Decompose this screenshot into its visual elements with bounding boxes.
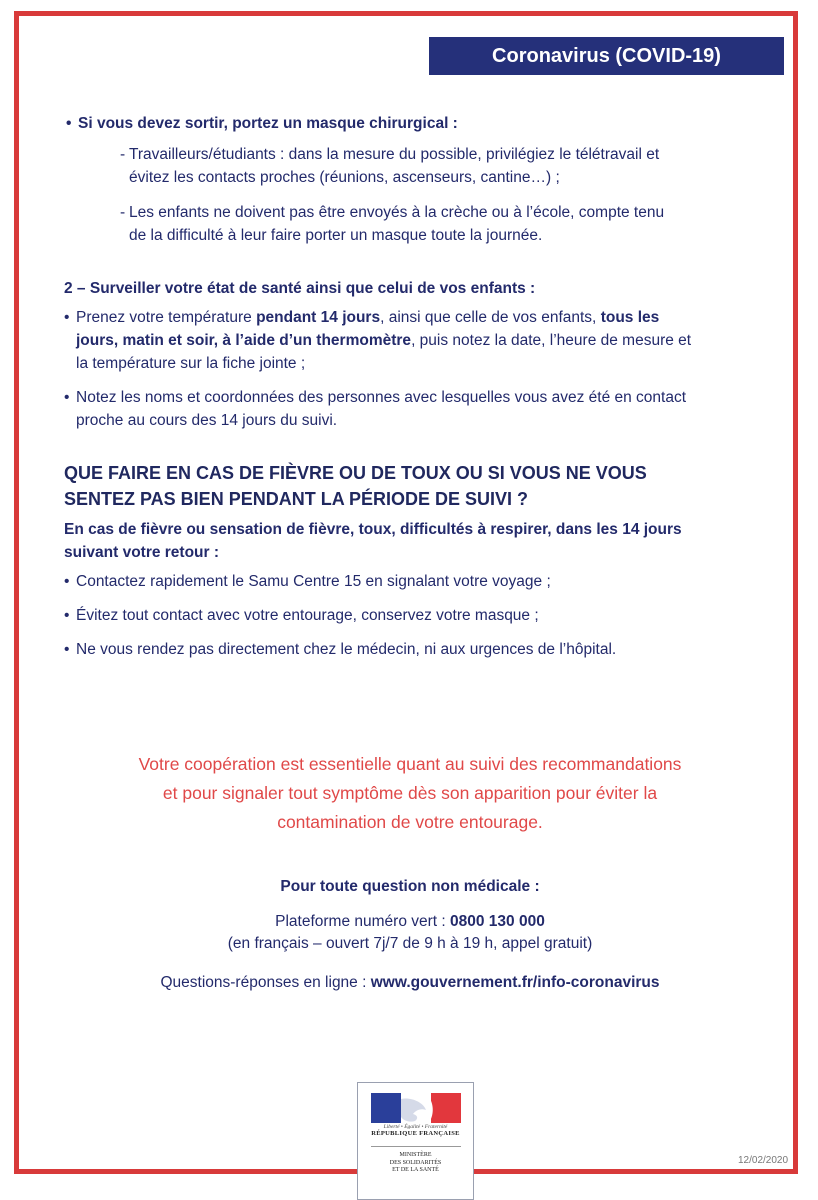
monitor-title: 2 – Surveiller votre état de santé ainsi que celui de vos enfants : — [64, 280, 536, 297]
mask-item-line: de la difficulté à leur faire porter un masque toute la journée. — [129, 227, 543, 244]
monitor-item-line: la température sur la fiche jointe ; — [76, 355, 306, 372]
list-item: • Contactez rapidement le Samu Centre 15 en signalant votre voyage ; — [64, 573, 551, 590]
list-item: - Les enfants ne doivent pas être envoyés à la crèche ou à l’école, compte tenu de la difficulté à leur faire porter un masque toute la journée. — [120, 201, 764, 247]
list-item: - Travailleurs/étudiants : dans la mesure du possible, privilégiez le télétravail et évitez les contacts proches (réunions, ascenseurs, cantine…) ; — [120, 143, 764, 189]
mask-lead: • Si vous devez sortir, portez un masque chirurgical : — [66, 115, 458, 132]
contact-title: Pour toute question non médicale : — [280, 878, 540, 895]
list-item: • Ne vous rendez pas directement chez le médecin, ni aux urgences de l’hôpital. — [64, 641, 617, 658]
phone-number: 0800 130 000 — [450, 913, 545, 930]
logo-republic: RÉPUBLIQUE FRANÇAISE — [371, 1130, 460, 1137]
list-item: • Prenez votre température pendant 14 jours, ainsi que celle de vos enfants, tous les jours, matin et soir, à l’aide d’un thermomètre, puis notez la date, l’heure de mesure et la température sur la fiche jointe ; — [64, 306, 764, 375]
monitor-item-line: Prenez votre température pendant 14 jours, ainsi que celle de vos enfants, tous les — [76, 309, 660, 326]
monitor-item-line: jours, matin et soir, à l’aide d’un thermomètre, puis notez la date, l’heure de mesure et — [76, 332, 692, 349]
web-line: Questions-réponses en ligne : www.gouvernement.fr/info-coronavirus — [160, 974, 660, 991]
main-content — [64, 112, 764, 661]
list-item: • Évitez tout contact avec votre entourage, conservez votre masque ; — [64, 607, 539, 624]
logo-motto: Liberté • Égalité • Fraternité — [383, 1124, 448, 1130]
phone-line: Plateforme numéro vert : 0800 130 000 — [275, 913, 545, 930]
ministry-logo — [357, 1082, 474, 1200]
mask-item-line: évitez les contacts proches (réunions, ascenseurs, cantine…) ; — [129, 169, 560, 186]
banner-title: Coronavirus (COVID-19) — [492, 44, 721, 67]
web-link[interactable]: www.gouvernement.fr/info-coronavirus — [370, 974, 660, 991]
list-item: • Notez les noms et coordonnées des personnes avec lesquelles vous avez été en contact proche au cours des 14 jours du suivi. — [64, 386, 764, 432]
logo-ministry: MINISTÈRE DES SOLIDARITÉS ET DE LA SANTÉ — [389, 1152, 442, 1173]
mask-item-line: Les enfants ne doivent pas être envoyés à la crèche ou à l’école, compte tenu — [129, 204, 665, 221]
logo-divider — [371, 1146, 461, 1147]
mask-item-line: Travailleurs/étudiants : dans la mesure du possible, privilégiez le télétravail et — [129, 146, 660, 163]
monitor-item-line: proche au cours des 14 jours du suivi. — [76, 412, 338, 429]
title-banner — [429, 37, 784, 75]
fever-heading: QUE FAIRE EN CAS DE FIÈVRE OU DE TOUX OU SI VOUS NE VOUS SENTEZ PAS BIEN PENDANT LA PÉRIODE DE SUIVI ? — [64, 463, 647, 509]
fever-intro: En cas de fièvre ou sensation de fièvre, toux, difficultés à respirer, dans les 14 jours suivant votre retour : — [64, 521, 682, 561]
marianne-flag-icon — [371, 1093, 461, 1123]
monitor-item-line: Notez les noms et coordonnées des personnes avec lesquelles vous avez été en contact — [76, 389, 687, 406]
cooperation-message: Votre coopération est essentielle quant au suivi des recommandations et pour signaler tout symptôme dès son apparition pour éviter la contamination de votre entourage. — [138, 754, 682, 832]
document-date: 12/02/2020 — [738, 1155, 789, 1166]
hours-line: (en français – ouvert 7j/7 de 9 h à 19 h, appel gratuit) — [227, 935, 593, 952]
